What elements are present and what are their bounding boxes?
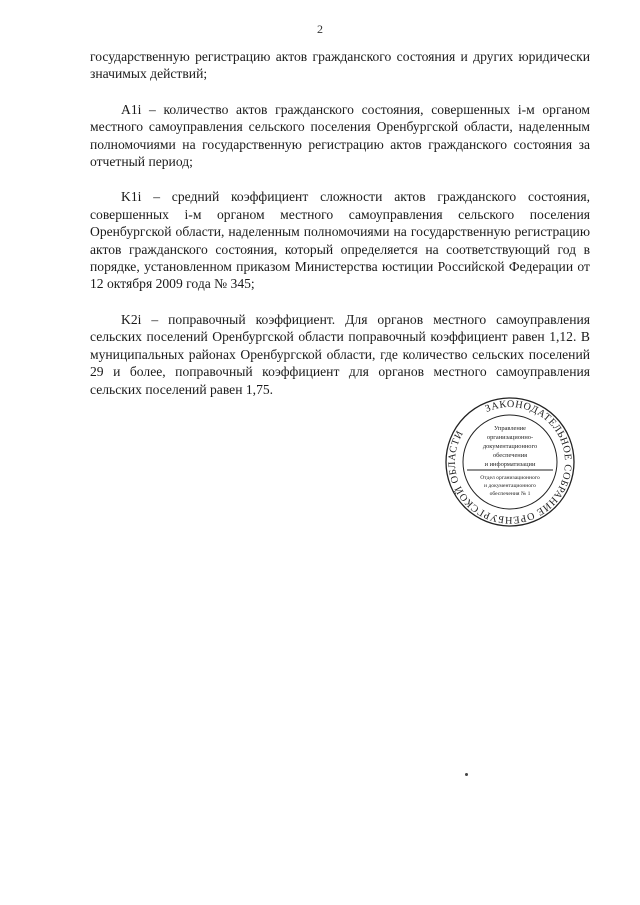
- stamp-line: и информатизации: [484, 461, 536, 468]
- paragraph-k1i: K1i – средний коэффициент сложности актов гражданского состояния, совершенных i-м органом местного самоуправления сельского поселения Оренбургской области, наделенным полномочиями на государственную регистрацию актов гражданского состояния, который определяется на соответствующий год в порядке, установленном приказом Министерства юстиции Российской Федерации от 12 октября 2009 года № 345;: [90, 189, 590, 292]
- document-body: [90, 48, 590, 416]
- stamp-line: документационного: [482, 443, 538, 450]
- stamp-line: организационно-: [486, 434, 534, 441]
- speck-mark: [465, 773, 468, 776]
- stamp-line: обеспечения № 1: [489, 491, 531, 497]
- stamp-line: Отдел организационного: [480, 475, 540, 481]
- paragraph-k2i: K2i – поправочный коэффициент. Для органов местного самоуправления сельских поселений Оренбургской области поправочный коэффициент равен 1,12. В муниципальных районах Оренбургской области, где количество сельских поселений 29 и более, поправочный коэффициент для органов местного самоуправления сельских поселений равен 1,75.: [90, 311, 590, 397]
- stamp-line: обеспечения: [492, 452, 528, 459]
- page-number: 2: [317, 22, 323, 36]
- stamp-seal: [443, 395, 577, 529]
- paragraph-a1i: A1i – количество актов гражданского состояния, совершенных i-м органом местного самоуправления сельского поселения Оренбургской области, наделенным полномочиями на государственную регистрацию актов гражданского состояния за отчетный период;: [90, 101, 590, 170]
- official-stamp: [443, 395, 577, 529]
- stamp-line: и документационного: [484, 483, 536, 489]
- stamp-ring-text: ЗАКОНОДАТЕЛЬНОЕ СОБРАНИЕ ОРЕНБУРГСКОЙ ОБЛАСТИ: [446, 398, 574, 526]
- stamp-line: Управление: [493, 425, 527, 432]
- paragraph-continuation: государственную регистрацию актов гражданского состояния и других юридически значимых действий;: [90, 49, 590, 82]
